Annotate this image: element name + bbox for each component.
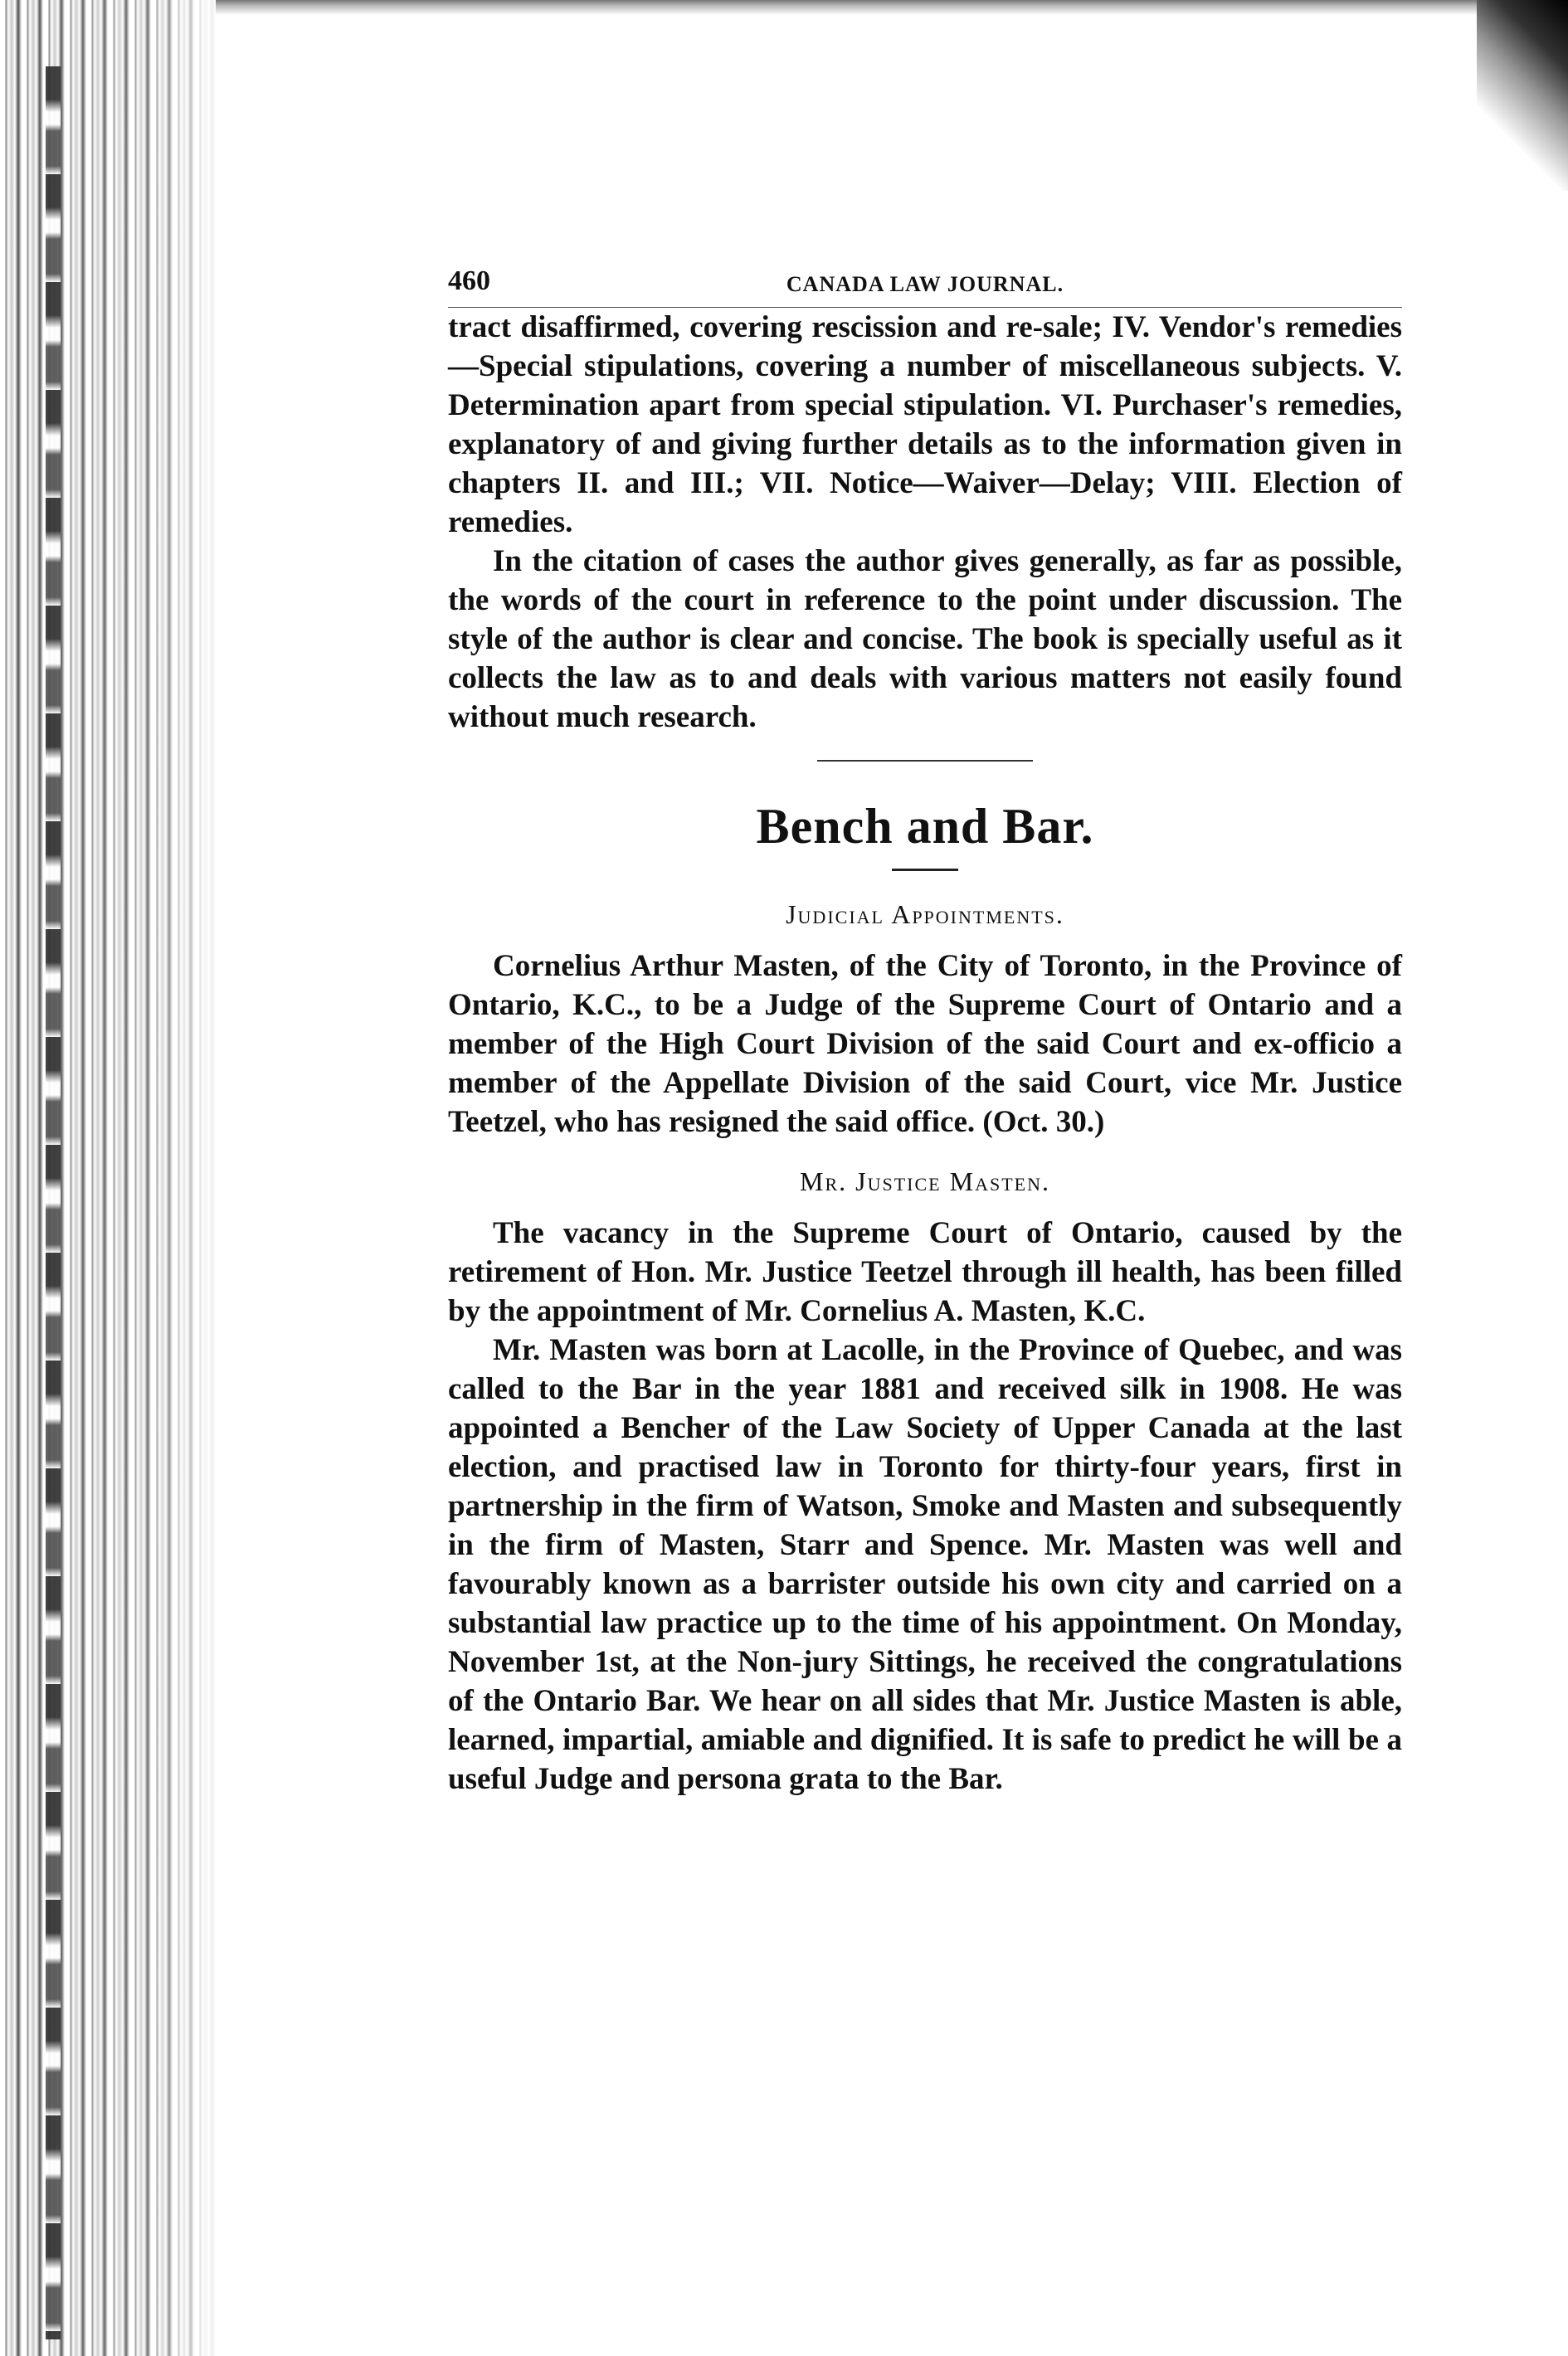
appointment-paragraph: Cornelius Arthur Masten, of the City of Toronto, in the Province of Ontario, K.C., to be a Judge of the Supreme Court of Ontario and a member of the High Court Division of the said Court and ex-officio a member of the Appellate Division of the said Court, vice Mr. Justice Teetzel, who has resigned the said office. (Oct. 30.) [448,949,1402,1139]
section-divider [817,760,1033,762]
page-content [448,265,1402,1799]
masten-paragraph: Mr. Masten was born at Lacolle, in the Province of Quebec, and was called to the Bar in the year 1881 and received silk in 1908. He was appointed a Bencher of the Law Society of Upper Canada at the last election, and practised law in Toronto for thirty-four years, first in partnership in the firm of Watson, Smoke and Masten and subsequently in the firm of Masten, Starr and Spence. Mr. Masten was well and favourably known as a barrister outside his own city and carried on a substantial law practice up to the time of his appointment. On Monday, November 1st, at the Non-jury Sittings, he received the congratulations of the Ontario Bar. We hear on all sides that Mr. Justice Masten is able, learned, impartial, amiable and dignified. It is safe to predict he will be a useful Judge and persona grata to the Bar. [448,1333,1402,1796]
page-number: 460 [448,265,490,296]
scan-top-edge [216,0,1568,15]
justice-masten-heading: Mr. Justice Masten. [800,1166,1050,1196]
judicial-appointments-heading: Judicial Appointments. [786,899,1064,929]
review-paragraph: In the citation of cases the author gives generally, as far as possible, the words of the court in reference to the point under discussion. The style of the author is clear and concise. The book is specially useful as it collects the law as to and deals with various matters not easily found without much research. [448,544,1402,734]
scan-corner-shadow [1477,0,1568,191]
review-paragraph: tract disaffirmed, covering rescission and re-sale; IV. Vendor's remedies—Special stipulations, covering a number of miscellaneous subjects. V. Determination apart from special stipulation. VI. Purchaser's remedies, explanatory of and giving further details as to the information given in chapters II. and III.; VII. Notice—Waiver—Delay; VIII. Election of remedies. [448,310,1402,539]
scan-edge-fade [0,0,220,2356]
masten-paragraph: The vacancy in the Supreme Court of Ontario, caused by the retirement of Hon. Mr. Justice Teetzel through ill health, has been filled by the appointment of Mr. Cornelius A. Masten, K.C. [448,1216,1402,1328]
journal-title: CANADA LAW JOURNAL. [786,272,1064,296]
title-rule [892,869,958,871]
section-title: Bench and Bar. [756,799,1094,854]
running-head [448,265,1402,299]
